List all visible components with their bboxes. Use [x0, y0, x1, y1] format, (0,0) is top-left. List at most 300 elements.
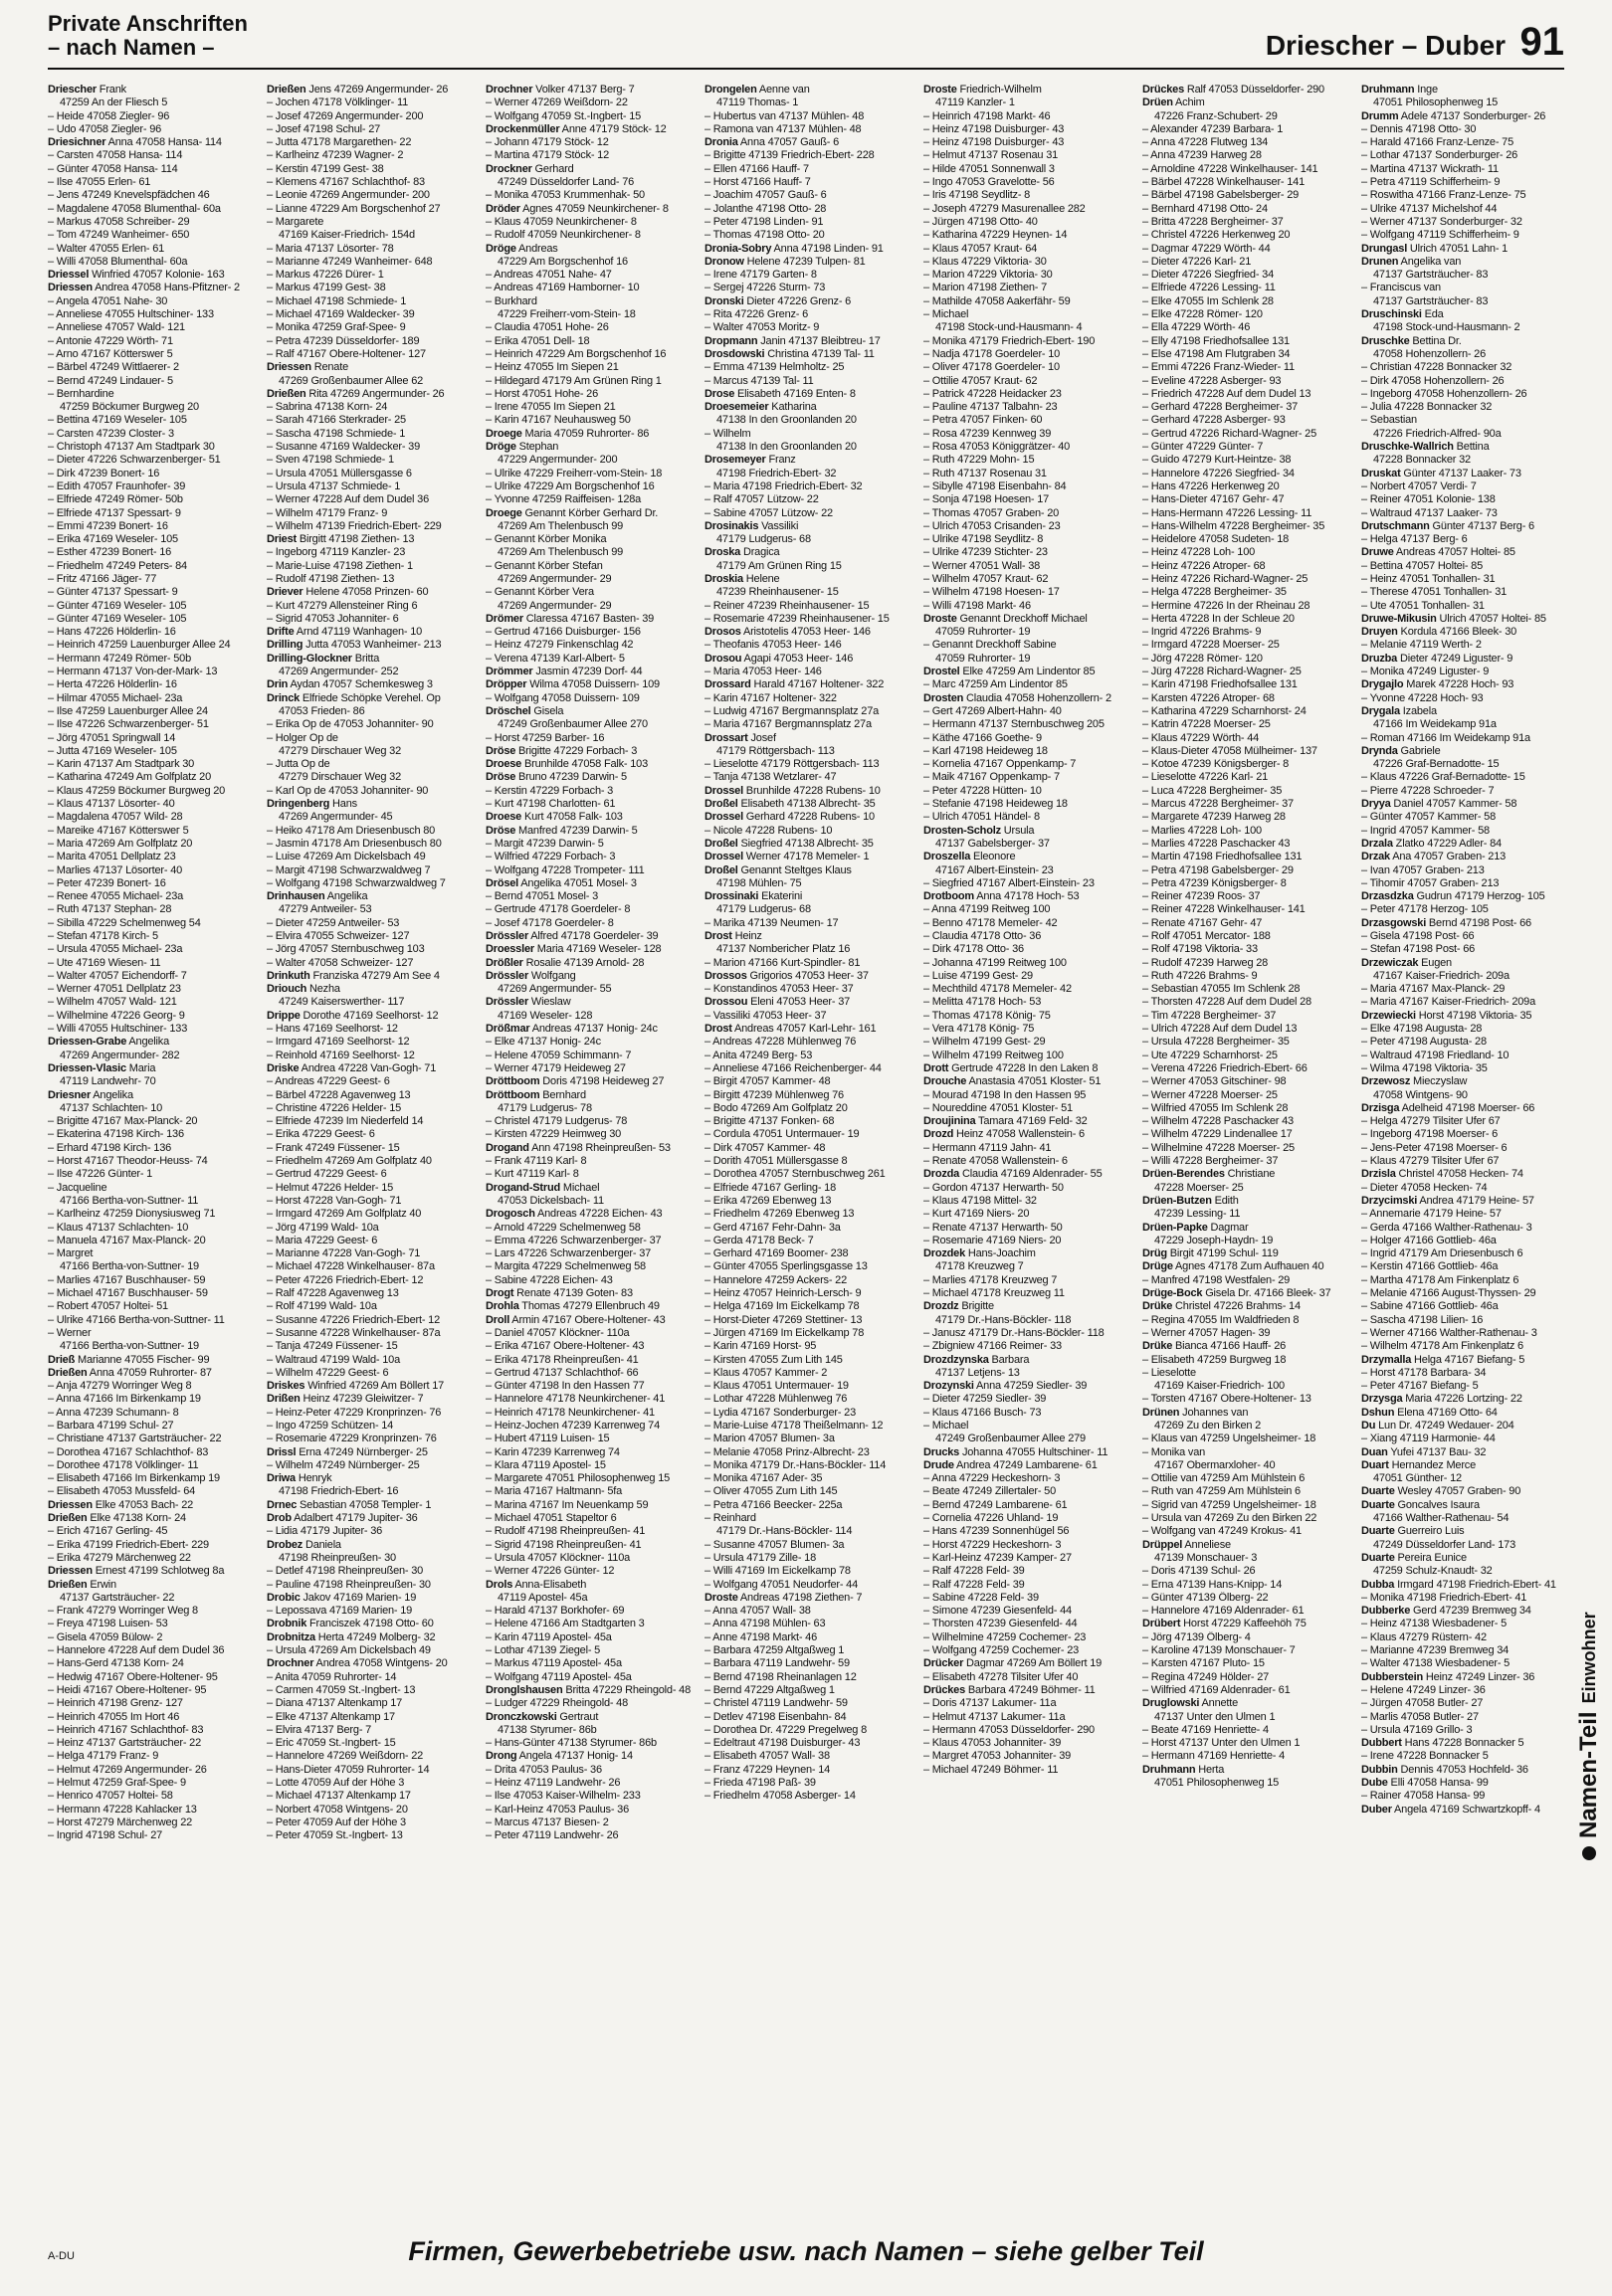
directory-entry: – Johann 47179 Stöck- 12 — [486, 136, 609, 149]
directory-entry: – Michael 47198 Schmiede- 1 — [267, 294, 407, 307]
directory-entry: 47137 Gabelsberger- 37 — [935, 837, 1050, 850]
directory-entry: – Peter 47059 St.-Ingbert- 13 — [267, 1829, 403, 1842]
directory-entry: – Ursula 47051 Müllersgasse 6 — [267, 467, 412, 479]
directory-entry: – Holger Op de — [267, 731, 338, 744]
directory-entry: 47167 Albert-Einstein- 23 — [935, 863, 1054, 876]
directory-entry: – Marion 47057 Blumen- 3a — [705, 1433, 835, 1445]
directory-entry: – Lothar 47139 Ziegel- 5 — [486, 1644, 601, 1657]
directory-entry: – Ursula 47269 Am Dickelsbach 49 — [267, 1644, 431, 1657]
directory-entry: – Gerda 47166 Walther-Rathenau- 3 — [1361, 1221, 1532, 1234]
directory-entry: – Ella 47229 Wörth- 46 — [1142, 321, 1251, 334]
directory-entry: 47229 Angermunder- 200 — [498, 454, 618, 467]
directory-entry: – Konstandinos 47053 Heer- 37 — [705, 983, 854, 996]
directory-entry: – Katharina 47229 Scharnhorst- 24 — [1142, 704, 1307, 717]
directory-entry: – Erika 47169 Weseler- 105 — [48, 533, 178, 546]
directory-entry: – Franz 47229 Heynen- 14 — [705, 1763, 831, 1776]
directory-entry: – Ralf 47228 Feld- 39 — [923, 1578, 1025, 1591]
directory-entry: Dubberke Gerd 47239 Bremweg 34 — [1361, 1605, 1531, 1618]
directory-entry: Drotboom Anna 47178 Hoch- 53 — [923, 890, 1080, 903]
directory-entry: – Erika 47269 Ebenweg 13 — [705, 1194, 832, 1207]
directory-entry: – Karin 47137 Am Stadtpark 30 — [48, 758, 195, 771]
directory-entry: Drobnitza Herta 47249 Molberg- 32 — [267, 1630, 436, 1643]
directory-entry: – Erika 47229 Geest- 6 — [267, 1128, 375, 1141]
directory-entry: – Maria 47269 Am Golfplatz 20 — [48, 837, 193, 850]
directory-entry: – Maria 47053 Heer- 146 — [705, 666, 822, 678]
directory-entry: – Julia 47228 Bonnacker 32 — [1361, 401, 1493, 414]
directory-entry: – Kurt 47169 Niers- 20 — [923, 1208, 1030, 1221]
directory-entry: – Elfriede 47226 Lessing- 11 — [1142, 282, 1276, 294]
directory-column — [923, 84, 1132, 2212]
directory-entry: – Wilhelm 47198 Hoesen- 17 — [923, 586, 1060, 599]
directory-entry: – Petra 47119 Schifferheim- 9 — [1361, 176, 1501, 189]
directory-entry: – Ulrike 47239 Stichter- 23 — [923, 546, 1048, 559]
directory-entry: – Lydia 47167 Sonderburger- 23 — [705, 1406, 856, 1419]
directory-entry: – Marcus 47139 Tal- 11 — [705, 374, 814, 387]
directory-entry: – Günter 47169 Weseler- 105 — [48, 599, 187, 612]
directory-entry: – Werner 47269 Weißdorn- 22 — [486, 96, 628, 109]
directory-entry: – Ruth 47226 Brahms- 9 — [1142, 969, 1258, 982]
directory-entry: – Helene 47059 Schimmann- 7 — [486, 1049, 632, 1061]
directory-entry: – Elke 47137 Altenkamp 17 — [267, 1710, 395, 1723]
directory-entry: – Bernhardine — [48, 387, 114, 400]
directory-entry: – Lieselotte — [1142, 1366, 1196, 1379]
directory-entry: – Ursula 47137 Schmiede- 1 — [267, 479, 401, 492]
directory-entry: – Heinz-Jochen 47239 Karrenweg 74 — [486, 1419, 661, 1432]
directory-entry: – Rudolf 47059 Neunkirchener- 8 — [486, 229, 641, 242]
page-code: A-DU — [48, 2250, 75, 2262]
directory-entry: – Horst 47178 Barbara- 34 — [1361, 1366, 1487, 1379]
directory-entry: Drücker Dagmar 47269 Am Böllert 19 — [923, 1657, 1103, 1670]
directory-entry: – Wilfried 47055 Im Schlenk 28 — [1142, 1101, 1289, 1114]
directory-entry: Droese Kurt 47058 Falk- 103 — [486, 811, 623, 824]
directory-entry: Droßel Genannt Steltges Klaus — [705, 863, 852, 876]
directory-entry: – Dieter 47058 Hecken- 74 — [1361, 1181, 1488, 1194]
directory-entry: – Melanie 47058 Prinz-Albrecht- 23 — [705, 1445, 870, 1458]
directory-entry: 47051 Günther- 12 — [1373, 1472, 1462, 1485]
directory-entry: – Else 47198 Am Flutgraben 34 — [1142, 347, 1291, 360]
directory-entry: – Marion 47229 Viktoria- 30 — [923, 269, 1053, 282]
directory-entry: – Reiner 47228 Winkelhauser- 141 — [1142, 903, 1306, 916]
directory-entry: 47139 Monschauer- 3 — [1154, 1551, 1258, 1564]
directory-entry: – Bärbel 47198 Gabelsberger- 29 — [1142, 189, 1300, 202]
directory-entry: Dronglshausen Britta 47229 Rheingold- 48 — [486, 1683, 691, 1696]
directory-entry: – Margarete 47239 Harweg 28 — [1142, 811, 1286, 824]
directory-entry: Druwe-Mikusin Ulrich 47057 Holtei- 85 — [1361, 612, 1546, 625]
directory-entry: 47249 Düsseldorfer Land- 173 — [1373, 1538, 1516, 1551]
directory-entry: – Hans-Dieter 47059 Ruhrorter- 14 — [267, 1763, 430, 1776]
directory-entry: – Elvira 47137 Berg- 7 — [267, 1723, 372, 1736]
directory-entry: – Jörg 47051 Springwall 14 — [48, 731, 176, 744]
directory-entry: – Reiner 47051 Kolonie- 138 — [1361, 493, 1496, 506]
directory-entry: 47179 Röttgersbach- 113 — [716, 744, 835, 757]
directory-entry: Drnec Sebastian 47058 Templer- 1 — [267, 1498, 432, 1511]
directory-entry: – Erika 47167 Obere-Holtener- 43 — [486, 1340, 645, 1353]
side-tab-line2: Namen-Teil — [1575, 1711, 1602, 1838]
directory-entry: – Hannelore 47169 Aldenrader- 61 — [1142, 1605, 1305, 1618]
directory-entry: – Walter 47057 Eichendorff- 7 — [48, 969, 187, 982]
directory-entry: – Peter 47198 Linden- 91 — [705, 215, 824, 228]
directory-entry: – Hermann 47169 Henriette- 4 — [1142, 1750, 1285, 1763]
directory-entry: – Martha 47178 Am Finkenplatz 6 — [1361, 1273, 1519, 1286]
directory-entry: Driessen-Vlasic Maria — [48, 1061, 156, 1074]
directory-entry: – Lothar 47228 Mühlenweg 76 — [705, 1393, 848, 1406]
directory-entry: – Ingo 47259 Schützen- 14 — [267, 1419, 394, 1432]
directory-entry: – Wilma 47198 Viktoria- 35 — [1361, 1061, 1488, 1074]
directory-entry: Drinck Elfriede Schöpke Verehel. Op — [267, 691, 441, 704]
directory-entry: Drynda Gabriele — [1361, 744, 1441, 757]
directory-entry: – Thomas 47057 Graben- 20 — [923, 506, 1060, 519]
directory-entry: – Elisabeth 47259 Burgweg 18 — [1142, 1353, 1287, 1366]
directory-entry: 47198 Stock-und-Hausmann- 2 — [1373, 321, 1520, 334]
directory-entry: Driouch Nezha — [267, 983, 340, 996]
directory-entry: – Margita 47229 Schelmenweg 58 — [486, 1260, 646, 1273]
directory-entry: – Klaus 47229 Wörth- 44 — [1142, 731, 1260, 744]
directory-entry: – Karin 47198 Friedhofsallee 131 — [1142, 678, 1298, 691]
directory-entry: – Ilse 47053 Kaiser-Wilhelm- 233 — [486, 1790, 641, 1803]
directory-entry: – Marie-Luise 47178 Theißelmann- 12 — [705, 1419, 884, 1432]
directory-entry: Drzisga Adelheid 47198 Moerser- 66 — [1361, 1101, 1535, 1114]
directory-entry: – Hermann 47053 Düsseldorfer- 290 — [923, 1723, 1095, 1736]
directory-entry: – Günter 47139 Ölberg- 22 — [1142, 1591, 1269, 1604]
directory-entry: – Werner 47137 Sonderburger- 32 — [1361, 215, 1522, 228]
directory-entry: 47239 Rheinhausener- 15 — [716, 586, 839, 599]
directory-entry: – Willi 47058 Blumenthal- 60a — [48, 255, 188, 268]
directory-entry: – Wilhelm 47057 Kraut- 62 — [923, 572, 1049, 585]
directory-entry: – Ilse 47259 Lauenburger Allee 24 — [48, 704, 208, 717]
directory-entry: – Oliver 47178 Goerdeler- 10 — [923, 361, 1060, 374]
directory-entry: – Ottilie 47057 Kraut- 62 — [923, 374, 1038, 387]
directory-entry: – Melanie 47166 August-Thyssen- 29 — [1361, 1287, 1536, 1300]
directory-entry: – Brigitte 47137 Fonken- 68 — [705, 1115, 835, 1128]
directory-entry: – Joachim 47057 Gauß- 6 — [705, 189, 827, 202]
directory-entry: – Erika Op de 47053 Johanniter- 90 — [267, 718, 434, 731]
directory-entry: – Tom 47249 Wanheimer- 650 — [48, 229, 190, 242]
directory-entry: – Maik 47167 Oppenkamp- 7 — [923, 771, 1060, 784]
directory-entry: – Lieselotte 47179 Röttgersbach- 113 — [705, 758, 880, 771]
directory-entry: – Klaus 47198 Mittel- 32 — [923, 1194, 1037, 1207]
directory-entry: – Edith 47057 Fraunhofer- 39 — [48, 479, 186, 492]
directory-entry: – Renee 47055 Michael- 23a — [48, 890, 184, 903]
directory-entry: Drießen Jens 47269 Angermunder- 26 — [267, 84, 449, 96]
directory-entry: Drzewiecki Horst 47198 Viktoria- 35 — [1361, 1009, 1532, 1022]
directory-entry: – Sabine 47228 Eichen- 43 — [486, 1273, 613, 1286]
directory-entry: 47198 Rheinpreußen- 30 — [279, 1551, 396, 1564]
directory-entry: – Anna 47239 Harweg 28 — [1142, 149, 1262, 162]
directory-entry: – Heinrich 47178 Neunkirchener- 41 — [486, 1406, 655, 1419]
directory-entry: – Emmi 47239 Bonert- 16 — [48, 519, 168, 532]
directory-entry: – Heinz-Peter 47229 Kronprinzen- 76 — [267, 1406, 442, 1419]
directory-entry: Drüge-Bock Gisela Dr. 47166 Bleek- 37 — [1142, 1287, 1331, 1300]
section-title-line2: – nach Namen – — [48, 35, 215, 60]
directory-entry: – Luise 47269 Am Dickelsbach 49 — [267, 851, 426, 863]
directory-entry: – Günter 47229 Günter- 7 — [1142, 441, 1264, 454]
directory-entry: Duan Yufei 47137 Bau- 32 — [1361, 1445, 1487, 1458]
directory-entry: – Marika 47139 Neumen- 17 — [705, 916, 839, 929]
directory-entry: Drüge Agnes 47178 Zum Aufhauen 40 — [1142, 1260, 1324, 1273]
directory-entry: – Marina 47167 Im Neuenkamp 59 — [486, 1498, 649, 1511]
directory-entry: – Luise 47199 Gest- 29 — [923, 969, 1033, 982]
directory-entry: – Ursula 47055 Michael- 23a — [48, 943, 183, 956]
directory-entry: 47137 Nombericher Platz 16 — [716, 943, 851, 956]
directory-entry: Droesemeier Katharina — [705, 401, 817, 414]
directory-entry: Dshun Elena 47169 Otto- 64 — [1361, 1406, 1498, 1419]
directory-entry: – Genannt Körber Stefan — [486, 559, 603, 572]
directory-entry: – Michael — [923, 308, 969, 321]
directory-entry: 47279 Dirschauer Weg 32 — [279, 744, 401, 757]
directory-entry: – Carmen 47059 St.-Ingbert- 13 — [267, 1683, 416, 1696]
directory-entry: – Wilhelm 47057 Wald- 121 — [48, 996, 177, 1009]
directory-entry: Drozd Heinz 47058 Wallenstein- 6 — [923, 1128, 1085, 1141]
directory-entry: – Wolfgang 47119 Schifferheim- 9 — [1361, 229, 1519, 242]
directory-entry: – Josef 47178 Goerdeler- 8 — [486, 916, 614, 929]
directory-entry: Dringenberg Hans — [267, 798, 357, 811]
directory-entry: – Wilhelm 47179 Franz- 9 — [267, 506, 388, 519]
directory-entry: – Horst-Dieter 47269 Stettiner- 13 — [705, 1313, 863, 1326]
directory-entry: – Reinhold 47169 Seelhorst- 12 — [267, 1049, 415, 1061]
directory-entry: – Wilhelm 47199 Gest- 29 — [923, 1036, 1046, 1049]
directory-entry: – Tim 47228 Bergheimer- 37 — [1142, 1009, 1277, 1022]
directory-entry: – Wolfgang 47059 St.-Ingbert- 15 — [486, 109, 642, 122]
directory-entry: – Werner 47057 Hagen- 39 — [1142, 1326, 1271, 1339]
directory-entry: – Ulrike 47166 Bertha-von-Suttner- 11 — [48, 1313, 225, 1326]
directory-entry: – Torsten 47167 Obere-Holtener- 13 — [1142, 1393, 1311, 1406]
directory-entry: – Rainer 47058 Hansa- 99 — [1361, 1790, 1486, 1803]
directory-entry: Drobic Jakov 47169 Marien- 19 — [267, 1591, 417, 1604]
directory-entry: – Brigitte 47167 Max-Planck- 20 — [48, 1115, 198, 1128]
directory-entry: 47229 Freiherr-vom-Stein- 18 — [498, 308, 636, 321]
directory-entry: – Regina 47055 Im Waldfrieden 8 — [1142, 1313, 1300, 1326]
directory-entry: – Ursula 47179 Zille- 18 — [705, 1551, 816, 1564]
directory-entry: – Ute 47169 Wiesen- 11 — [48, 956, 161, 969]
directory-entry: – Hermine 47226 In der Rheinau 28 — [1142, 599, 1310, 612]
directory-entry: – Heinz 47198 Duisburger- 43 — [923, 136, 1065, 149]
directory-entry: – Oliver 47055 Zum Lith 145 — [705, 1485, 838, 1498]
directory-entry: – Ulrike 47229 Am Borgschenhof 16 — [486, 479, 655, 492]
directory-entry: – Luca 47228 Bergheimer- 35 — [1142, 784, 1283, 797]
directory-entry: – Wolfgang 47228 Trompeter- 111 — [486, 863, 645, 876]
directory-entry: Drüen-Papke Dagmar — [1142, 1221, 1249, 1234]
directory-entry: – Werner 47228 Auf dem Dudel 36 — [267, 493, 429, 506]
directory-entry: – Peter 47226 Friedrich-Ebert- 12 — [267, 1273, 424, 1286]
directory-entry: – Karl-Heinz 47053 Paulus- 36 — [486, 1803, 630, 1816]
directory-entry: – Werner — [48, 1326, 92, 1339]
directory-entry: Drzala Zlatko 47229 Adler- 84 — [1361, 837, 1502, 850]
directory-entry: – Marcus 47228 Bergheimer- 37 — [1142, 798, 1294, 811]
directory-entry: – Helene 47249 Linzer- 36 — [1361, 1683, 1486, 1696]
directory-entry: – Andreas 47051 Nahe- 47 — [486, 269, 612, 282]
directory-entry: – Anna 47166 Im Birkenkamp 19 — [48, 1393, 201, 1406]
directory-entry: 47137 Gartsträucher- 83 — [1373, 294, 1489, 307]
directory-entry: – Gerda 47178 Beck- 7 — [705, 1234, 814, 1246]
directory-entry: – Marita 47051 Dellplatz 23 — [48, 851, 176, 863]
directory-entry: Drucks Johanna 47055 Hultschiner- 11 — [923, 1445, 1108, 1458]
directory-entry: – Lothar 47137 Sonderburger- 26 — [1361, 149, 1518, 162]
directory-entry: – Günter 47058 Hansa- 114 — [48, 162, 178, 175]
directory-entry: – Heide 47058 Ziegler- 96 — [48, 109, 170, 122]
directory-entry: – Erika 47178 Rheinpreußen- 41 — [486, 1353, 639, 1366]
directory-entry: – Anna 47229 Heckeshorn- 3 — [923, 1472, 1061, 1485]
directory-entry: 47249 Düsseldorfer Land- 76 — [498, 176, 635, 189]
directory-entry: – Antonie 47229 Wörth- 71 — [48, 334, 173, 347]
directory-entry: Dronski Dieter 47226 Grenz- 6 — [705, 294, 852, 307]
directory-entry: – Norbert 47057 Verdi- 7 — [1361, 479, 1477, 492]
directory-entry: – Gisela 47059 Bülow- 2 — [48, 1630, 163, 1643]
directory-entry: – Bernd 47249 Lindauer- 5 — [48, 374, 173, 387]
directory-entry: – Manuela 47167 Max-Planck- 20 — [48, 1234, 206, 1246]
directory-entry: – Horst 47279 Märchenweg 22 — [48, 1816, 193, 1828]
directory-entry: – Ralf 47167 Obere-Holtener- 127 — [267, 347, 426, 360]
directory-entry: 47137 Schlachten- 10 — [60, 1101, 163, 1114]
directory-entry: – Marion 47198 Ziethen- 7 — [923, 282, 1048, 294]
directory-entry: – Patrick 47228 Heidacker 23 — [923, 387, 1062, 400]
directory-entry: – Birgit 47057 Kammer- 48 — [705, 1075, 831, 1088]
directory-entry: – Ellen 47166 Hauff- 7 — [705, 162, 809, 175]
directory-entry: 47229 Am Borgschenhof 16 — [498, 255, 628, 268]
directory-entry: Dronow Helene 47239 Tulpen- 81 — [705, 255, 866, 268]
directory-entry: – Kirsten 47055 Zum Lith 145 — [705, 1353, 843, 1366]
directory-entry: – Mareike 47167 Kötterswег 5 — [48, 824, 189, 837]
directory-entry: – Siegfried 47167 Albert-Einstein- 23 — [923, 876, 1095, 889]
directory-entry: – Käthe 47166 Goethe- 9 — [923, 731, 1042, 744]
directory-entry: – Helga 47179 Franz- 9 — [48, 1750, 159, 1763]
directory-entry: 47179 Ludgerus- 68 — [716, 903, 811, 916]
directory-entry: – Rosa 47239 Kennweg 39 — [923, 427, 1052, 440]
directory-entry: Drogand Ann 47198 Rheinpreußen- 53 — [486, 1141, 671, 1154]
directory-entry: – Elke 47228 Römer- 120 — [1142, 308, 1263, 321]
directory-entry: – Maria 47167 Kaiser-Friedrich- 209a — [1361, 996, 1535, 1009]
directory-entry: – Sebastian 47055 Im Schlenk 28 — [1142, 983, 1301, 996]
directory-entry: – Sigrid van 47259 Ungelsheimer- 18 — [1142, 1498, 1316, 1511]
directory-entry: – Elly 47198 Friedhofsallee 131 — [1142, 334, 1290, 347]
directory-entry: – Werner 47053 Gitschiner- 98 — [1142, 1075, 1287, 1088]
directory-entry: – Margret — [48, 1247, 94, 1260]
directory-entry: – Hannelore 47269 Weißdorn- 22 — [267, 1750, 424, 1763]
directory-entry: – Heinrich 47167 Schlachthof- 83 — [48, 1723, 204, 1736]
directory-entry: – Cordula 47051 Untermauer- 19 — [705, 1128, 860, 1141]
directory-entry: – Reinhard — [705, 1512, 756, 1525]
directory-entry: – Ursula 47057 Klöckner- 110a — [486, 1551, 631, 1564]
name-range: Driescher – Duber — [1265, 30, 1507, 61]
directory-entry: – Monika 47259 Graf-Spee- 9 — [267, 321, 406, 334]
directory-entry: – Yvonne 47259 Raiffeisen- 128a — [486, 493, 642, 506]
directory-entry: Drückes Ralf 47053 Düsseldorfer- 290 — [1142, 84, 1324, 96]
directory-entry: – Ralf 47228 Agavenweg 13 — [267, 1287, 399, 1300]
directory-entry: – Detlev 47198 Eisenbahn- 84 — [705, 1710, 847, 1723]
directory-entry: – Magdalena 47057 Wild- 28 — [48, 811, 183, 824]
directory-entry: Drossel Brunhilde 47228 Rubens- 10 — [705, 784, 881, 797]
directory-entry: – Sven 47198 Schmiede- 1 — [267, 454, 394, 467]
directory-entry: – Günter 47055 Sperlingsgasse 13 — [705, 1260, 868, 1273]
directory-entry: – Ulrich 47051 Händel- 8 — [923, 811, 1040, 824]
directory-entry: 47179 Dr.-Hans-Böckler- 118 — [935, 1313, 1072, 1326]
directory-entry: Dröse Manfred 47239 Darwin- 5 — [486, 824, 638, 837]
directory-entry: – Rolf 47198 Viktoria- 33 — [1142, 943, 1258, 956]
directory-entry: – Helga 47279 Tilsiter Ufer 67 — [1361, 1115, 1501, 1128]
directory-entry: – Bettina 47169 Weseler- 105 — [48, 414, 187, 427]
directory-entry: – Jutta Op de — [267, 758, 330, 771]
directory-entry: – Jolanthe 47198 Otto- 28 — [705, 202, 827, 215]
directory-entry: – Hans 47226 Hölderlin- 16 — [48, 626, 176, 639]
directory-entry: – Maria 47137 Lösorter- 78 — [267, 242, 394, 255]
directory-entry: – Sabine 47228 Feld- 39 — [923, 1591, 1039, 1604]
directory-entry: – Klaus 47279 Rüstern- 42 — [1361, 1630, 1487, 1643]
directory-entry: – Sarah 47166 Sterkrader- 25 — [267, 414, 406, 427]
directory-entry: – Jörg 47228 Römer- 120 — [1142, 652, 1263, 665]
directory-entry: – Vassiliki 47053 Heer- 37 — [705, 1009, 827, 1022]
directory-entry: Duarte Pereira Eunice — [1361, 1551, 1467, 1564]
directory-entry: – Willi 47169 Im Eickelkamp 78 — [705, 1565, 851, 1578]
directory-entry: – Hans 47226 Herkenweg 20 — [1142, 479, 1280, 492]
directory-entry: – Heiko 47178 Am Driesenbusch 80 — [267, 824, 436, 837]
directory-entry: – Wolfgang 47051 Neudorfer- 44 — [705, 1578, 859, 1591]
directory-entry: – Elke 47137 Honig- 24c — [486, 1036, 601, 1049]
directory-entry: Droessler Maria 47169 Weseler- 128 — [486, 943, 662, 956]
directory-entry: – Michael — [923, 1419, 969, 1432]
directory-entry: – Günter 47057 Kammer- 58 — [1361, 811, 1497, 824]
directory-entry: – Harald 47137 Borkhofer- 69 — [486, 1605, 625, 1618]
directory-entry: – Michael 47051 Stapeltor 6 — [486, 1512, 617, 1525]
directory-entry: – Norbert 47058 Wintgens- 20 — [267, 1803, 408, 1816]
directory-entry: – Peter 47198 Augusta- 28 — [1361, 1036, 1487, 1049]
directory-entry: – Arnold 47229 Schelmenweg 58 — [486, 1221, 641, 1234]
directory-entry: – Eric 47059 St.-Ingbert- 15 — [267, 1737, 396, 1750]
directory-entry: Drißen Heinz 47239 Gleiwitzer- 7 — [267, 1393, 424, 1406]
directory-entry: – Dieter 47226 Schwarzenberger- 51 — [48, 454, 221, 467]
directory-entry: – Peter 47228 Hütten- 10 — [923, 784, 1042, 797]
directory-entry: – Ingo 47053 Gravelotte- 56 — [923, 176, 1055, 189]
directory-entry: – Vera 47178 König- 75 — [923, 1023, 1035, 1036]
directory-entry: Drossart Josef — [705, 731, 776, 744]
directory-entry: – Karl Op de 47053 Johanniter- 90 — [267, 784, 429, 797]
directory-entry: – Werner 47166 Walther-Rathenau- 3 — [1361, 1326, 1537, 1339]
directory-entry: Du Lun Dr. 47249 Wedauer- 204 — [1361, 1419, 1514, 1432]
directory-entry: – Robert 47057 Holtei- 51 — [48, 1300, 168, 1313]
directory-entry: – Tihomir 47057 Graben- 213 — [1361, 876, 1500, 889]
directory-entry: Droll Armin 47167 Obere-Holtener- 43 — [486, 1313, 666, 1326]
directory-entry: – Sigrid 47198 Rheinpreußen- 41 — [486, 1538, 642, 1551]
page-range — [1266, 20, 1564, 65]
directory-entry: – Ludger 47229 Rheingold- 48 — [486, 1697, 629, 1710]
directory-entry: – Pauline 47198 Rheinpreußen- 30 — [267, 1578, 431, 1591]
directory-column — [48, 84, 257, 2212]
directory-entry: – Erika 47199 Friedrich-Ebert- 229 — [48, 1538, 209, 1551]
directory-entry: 47166 Im Weidekamp 91a — [1373, 718, 1497, 731]
directory-entry: – Petra 47198 Gabelsberger- 29 — [1142, 863, 1294, 876]
directory-entry: Droege Maria 47059 Ruhrorter- 86 — [486, 427, 650, 440]
directory-entry: – Katrin 47228 Moerser- 25 — [1142, 718, 1271, 731]
directory-entry: 47269 Angermunder- 282 — [60, 1049, 180, 1061]
directory-entry: – Sascha 47198 Lilien- 16 — [1361, 1313, 1484, 1326]
directory-entry: – Ursula 47228 Bergheimer- 35 — [1142, 1036, 1290, 1049]
directory-entry: Drogt Renate 47139 Goten- 83 — [486, 1287, 633, 1300]
directory-entry: Drößler Rosalie 47139 Arnold- 28 — [486, 956, 645, 969]
directory-entry: – Karl 47198 Heideweg 18 — [923, 744, 1048, 757]
directory-entry: – Edeltraut 47198 Duisburger- 43 — [705, 1737, 861, 1750]
directory-entry: – Simone 47239 Giesenfeld- 44 — [923, 1605, 1072, 1618]
directory-entry: Driessel Winfried 47057 Kolonie- 163 — [48, 269, 225, 282]
page-footer — [48, 2236, 1564, 2276]
directory-entry: – Beate 47249 Zillertaler- 50 — [923, 1485, 1057, 1498]
directory-entry: Drosemeyer Franz — [705, 454, 796, 467]
directory-entry: Driest Birgitt 47198 Ziethen- 13 — [267, 533, 415, 546]
directory-entry: – Anne 47198 Markt- 46 — [705, 1630, 818, 1643]
directory-entry: Drzysga Maria 47226 Lortzing- 22 — [1361, 1393, 1522, 1406]
directory-entry: – Maria 47167 Bergmannsplatz 27a — [705, 718, 872, 731]
directory-entry: – Elisabeth 47166 Im Birkenkamp 19 — [48, 1472, 220, 1485]
directory-entry: – Annemarie 47179 Heine- 57 — [1361, 1208, 1502, 1221]
directory-entry: – Irene 47179 Garten- 8 — [705, 269, 817, 282]
directory-entry: – Klara 47119 Apostel- 15 — [486, 1458, 606, 1471]
